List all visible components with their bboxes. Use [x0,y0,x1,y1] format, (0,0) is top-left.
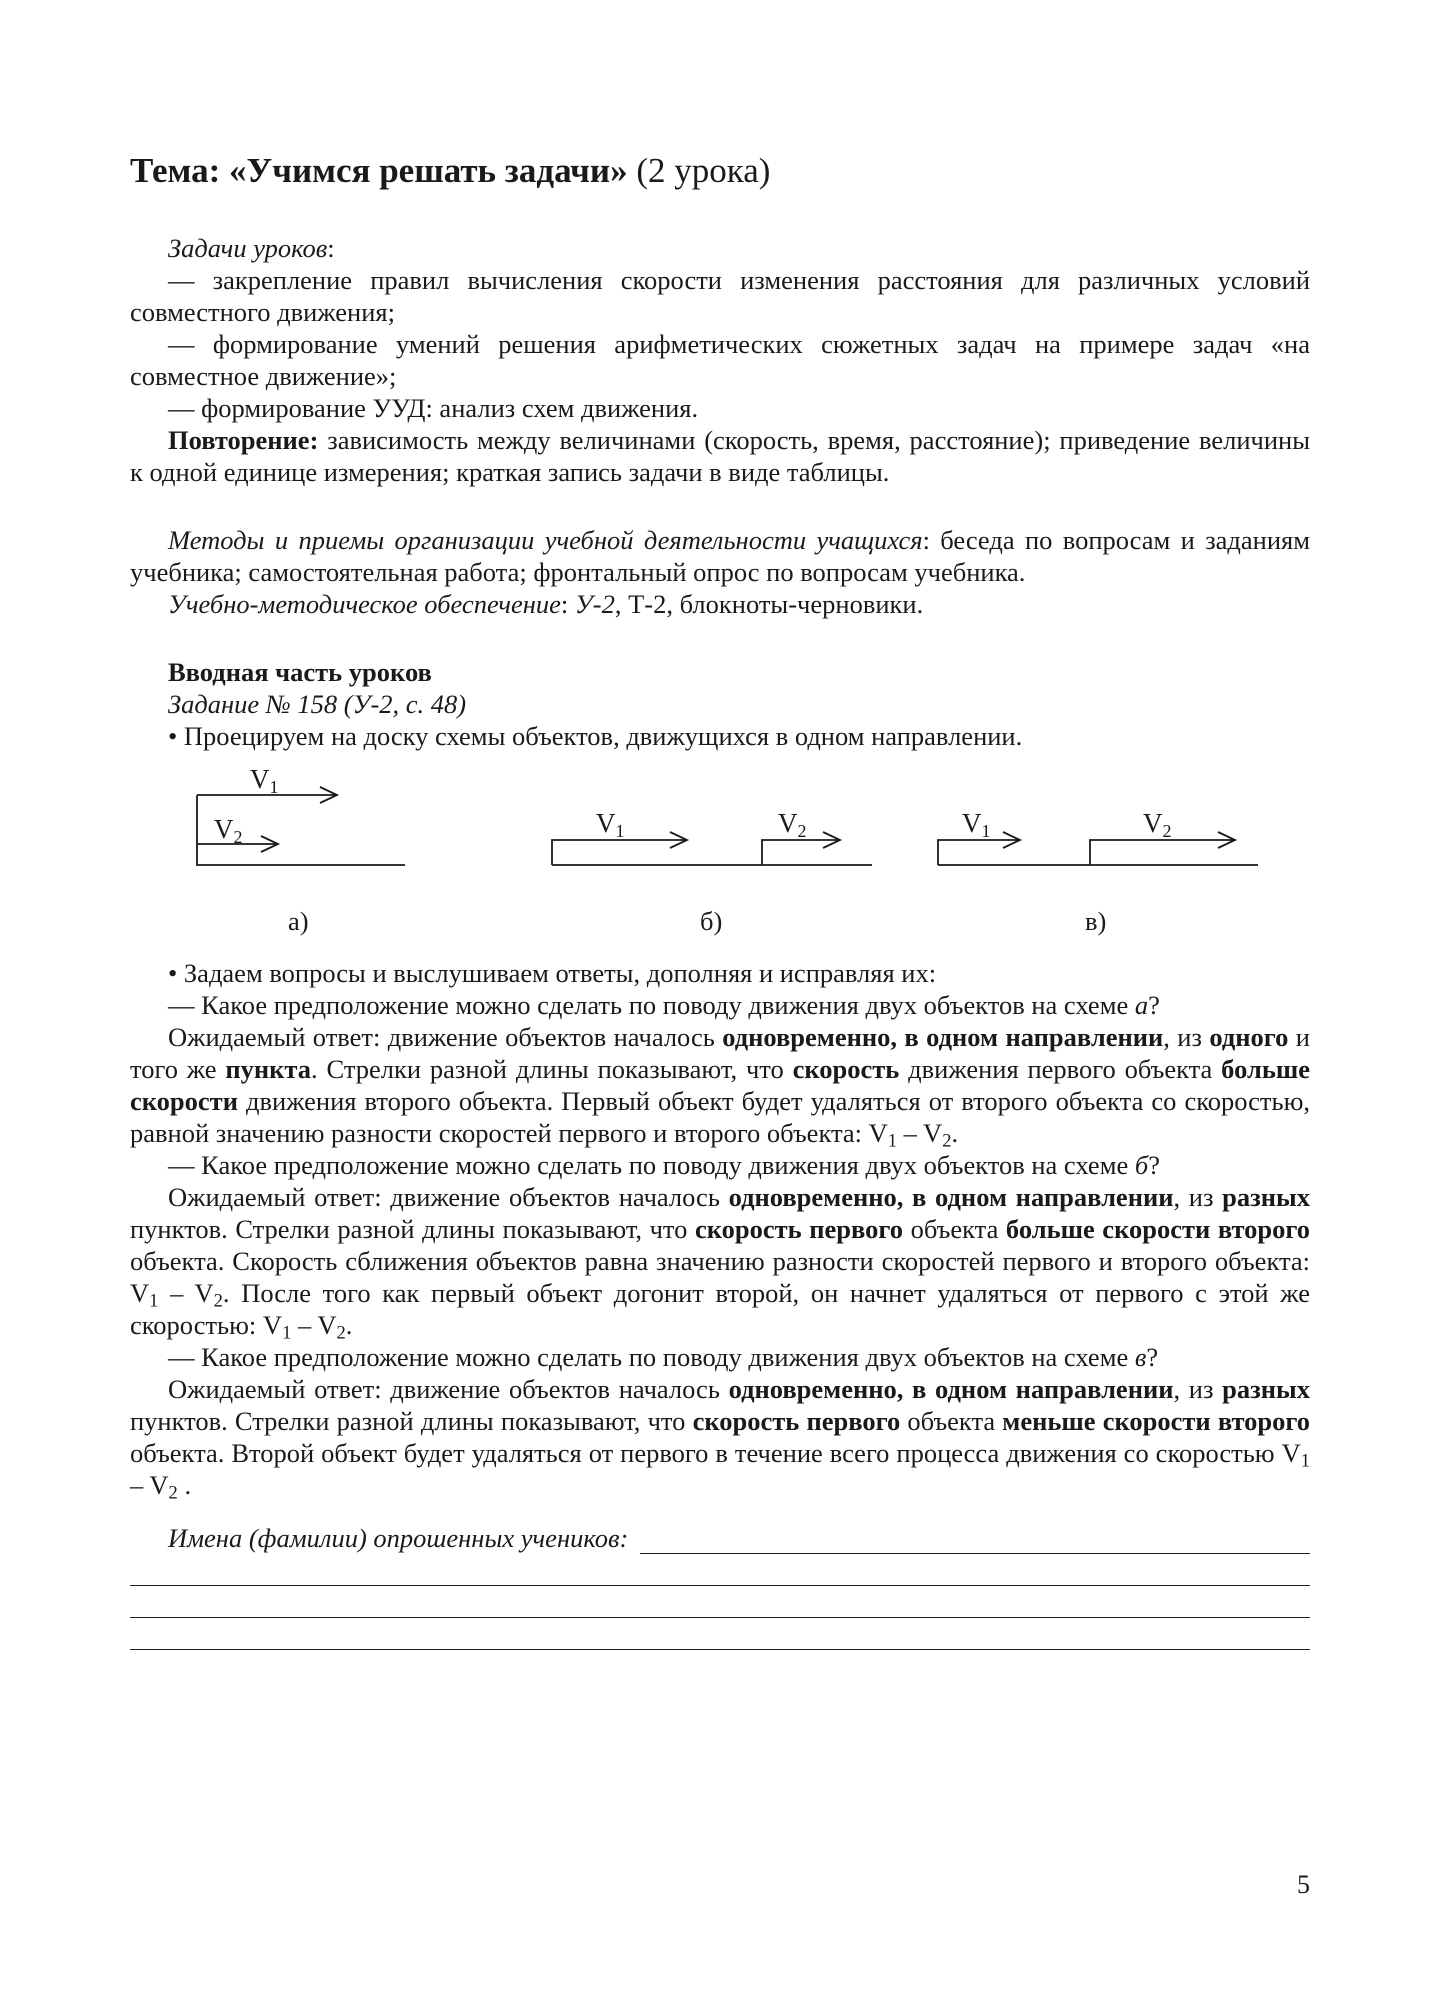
motion-diagrams-svg [130,758,1310,908]
diagram-c-arrow-v2 [1090,840,1235,865]
question-c: — Какое предположение можно сделать по поводу движения двух объектов на схеме в? [168,1342,1159,1372]
diagram-b-label: б) [700,906,723,936]
goal-item-3: — формирование УУД: анализ схем движения. [168,393,699,423]
diagram-a-v2-label: V2 [214,814,243,847]
diagram-c-label: в) [1085,906,1107,936]
diagram-b-arrow-v1 [552,840,687,865]
diagram-c-v1-label: V1 [962,808,991,841]
diagram-a-v1-label: V1 [250,764,279,797]
dialog-bullet: • Задаем вопросы и выслушиваем ответы, дополняя и исправляя их: [168,958,937,988]
diagram-c-v2-label: V2 [1143,808,1172,841]
support-paragraph: Учебно-методическое обеспечение: У-2, Т-2, блокноты-черновики. [168,589,924,619]
question-a: — Какое предположение можно сделать по поводу движения двух объектов на схеме а? [168,990,1160,1020]
methods-paragraph: Методы и приемы организации учебной деятельности учащихся: беседа по вопросам и заданиям учебника; самостоятельная работа; фронтальный опрос по вопросам учебника. [130,525,1310,587]
diagram-b-v1-label: V1 [596,808,625,841]
diagram-b-arrow-v2 [762,840,840,865]
question-b: — Какое предположение можно сделать по поводу движения двух объектов на схеме б? [168,1150,1160,1180]
page-content [130,150,1310,1650]
diagram-c-arrow-v1 [938,840,1020,865]
diagram-b-v2-label: V2 [778,808,807,841]
answer-c: Ожидаемый ответ: движение объектов началось одновременно, в одном направлении, из разных пунктов. Стрелки разной длины показывают, что скорость первого объекта меньше скорости второго объекта. Второй объект будет удаляться от первого в течение всего процесса движения со скоростью $V_1 - V_2$ . [130,1374,1310,1504]
students-label: Имена (фамилии) опрошенных учеников: [168,1523,629,1553]
goals-heading: Задачи уроков: [168,233,335,263]
task-reference: Задание № 158 (У-2, с. 48) [168,689,467,719]
page-title [130,150,1310,192]
goal-item-1: — закрепление правил вычисления скорости изменения расстояния для различных условий совместного движения; [130,265,1310,327]
intro-heading: Вводная часть уроков [168,657,432,687]
answer-b: Ожидаемый ответ: движение объектов началось одновременно, в одном направлении, из разных пунктов. Стрелки разной длины показывают, что скорость первого объекта больше скорости второго объекта. Скорость сближения объектов равна значению разности скоростей первого и второго объекта: $V_1 - V_2$. После того как первый объект догонит второй, он начнет удаляться от первого с этой же скоростью: $V_1 - V_2$. [130,1182,1311,1344]
answer-a: Ожидаемый ответ: движение объектов началось одновременно, в одном направлении, из одного и того же пункта. Стрелки разной длины показывают, что скорость движения первого объекта больше скорости движения второго объекта. Первый объект будет удаляться от второго объекта со скоростью, равной значению разности скоростей первого и второго объекта: $V_1 - V_2$. [130,1022,1310,1152]
diagram-a-label: а) [288,906,309,936]
students-answer-area [130,1523,1310,1650]
motion-diagrams [130,758,1310,943]
students-line-1[interactable] [640,1527,1310,1554]
goal-item-2: — формирование умений решения арифметических сюжетных задач на примере задач «на совместное движение»; [130,329,1310,391]
title-rest: (2 урока) [627,151,771,190]
students-line-3[interactable] [130,1586,1310,1618]
title-bold: Тема: «Учимся решать задачи» [130,151,628,190]
intro-bullet: • Проецируем на доску схемы объектов, движущихся в одном направлении. [168,721,1023,751]
students-line-4[interactable] [130,1618,1310,1650]
page-number: 5 [1297,1870,1310,1899]
review-paragraph: Повторение: зависимость между величинами (скорость, время, расстояние); приведение величины к одной единице измерения; краткая запись задачи в виде таблицы. [130,425,1310,487]
students-line-2[interactable] [130,1554,1310,1586]
